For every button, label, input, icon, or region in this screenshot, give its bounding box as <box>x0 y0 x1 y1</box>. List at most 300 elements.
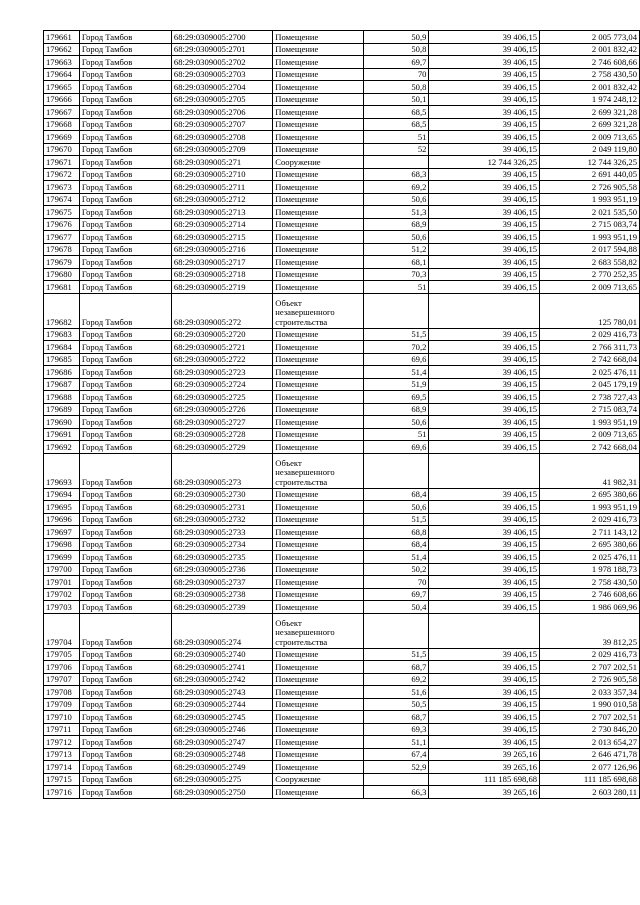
city-cell: Город Тамбов <box>79 428 171 441</box>
cadastral-number-cell: 68:29:0309005:2722 <box>171 353 272 366</box>
area-cell: 68,1 <box>363 256 429 269</box>
area-cell: 50,2 <box>363 563 429 576</box>
cadastral-number-cell: 68:29:0309005:2719 <box>171 281 272 294</box>
city-cell: Город Тамбов <box>79 366 171 379</box>
city-cell: Город Тамбов <box>79 328 171 341</box>
row-number-cell: 179707 <box>44 673 80 686</box>
object-type-cell: Помещение <box>273 378 363 391</box>
city-cell: Город Тамбов <box>79 453 171 488</box>
table-row <box>44 256 640 269</box>
row-number-cell: 179706 <box>44 661 80 674</box>
row-number-cell: 179716 <box>44 786 80 799</box>
cadastral-value-cell: 1 993 951,19 <box>540 193 640 206</box>
area-cell: 69,7 <box>363 56 429 69</box>
unit-value-cell: 39 406,15 <box>429 68 540 81</box>
unit-value-cell: 39 406,15 <box>429 488 540 501</box>
table-row <box>44 378 640 391</box>
cadastral-value-cell: 2 017 594,88 <box>540 243 640 256</box>
table-row <box>44 31 640 44</box>
city-cell: Город Тамбов <box>79 391 171 404</box>
city-cell: Город Тамбов <box>79 723 171 736</box>
table-row <box>44 206 640 219</box>
object-type-cell: Помещение <box>273 601 363 614</box>
row-number-cell: 179670 <box>44 143 80 156</box>
city-cell: Город Тамбов <box>79 538 171 551</box>
area-cell: 68,5 <box>363 106 429 119</box>
cadastral-number-cell: 68:29:0309005:273 <box>171 453 272 488</box>
row-number-cell: 179687 <box>44 378 80 391</box>
area-cell: 51,9 <box>363 378 429 391</box>
cadastral-number-cell: 68:29:0309005:2714 <box>171 218 272 231</box>
area-cell: 68,4 <box>363 488 429 501</box>
table-row <box>44 441 640 454</box>
city-cell: Город Тамбов <box>79 661 171 674</box>
cadastral-value-cell: 2 699 321,28 <box>540 106 640 119</box>
area-cell: 51,6 <box>363 686 429 699</box>
cadastral-number-cell: 68:29:0309005:2723 <box>171 366 272 379</box>
table-row <box>44 648 640 661</box>
city-cell: Город Тамбов <box>79 501 171 514</box>
object-type-cell: Помещение <box>273 256 363 269</box>
cadastral-value-cell: 2 742 668,04 <box>540 441 640 454</box>
area-cell: 50,8 <box>363 43 429 56</box>
cadastral-number-cell: 68:29:0309005:2747 <box>171 736 272 749</box>
area-cell: 69,6 <box>363 353 429 366</box>
area-cell: 68,3 <box>363 168 429 181</box>
unit-value-cell: 39 406,15 <box>429 106 540 119</box>
cadastral-number-cell: 68:29:0309005:2721 <box>171 341 272 354</box>
unit-value-cell <box>429 293 540 328</box>
row-number-cell: 179666 <box>44 93 80 106</box>
cadastral-value-cell: 2 001 832,42 <box>540 43 640 56</box>
object-type-cell: Помещение <box>273 698 363 711</box>
area-cell: 69,5 <box>363 391 429 404</box>
object-type-cell: Помещение <box>273 143 363 156</box>
city-cell: Город Тамбов <box>79 601 171 614</box>
unit-value-cell: 39 406,15 <box>429 416 540 429</box>
row-number-cell: 179678 <box>44 243 80 256</box>
unit-value-cell: 39 406,15 <box>429 206 540 219</box>
table-row <box>44 231 640 244</box>
area-cell: 69,7 <box>363 588 429 601</box>
object-type-cell: Помещение <box>273 218 363 231</box>
unit-value-cell: 39 406,15 <box>429 526 540 539</box>
cadastral-value-cell: 2 077 126,96 <box>540 761 640 774</box>
table-row <box>44 601 640 614</box>
cadastral-number-cell: 68:29:0309005:2741 <box>171 661 272 674</box>
object-type-cell: Помещение <box>273 131 363 144</box>
cadastral-value-cell: 2 005 773,04 <box>540 31 640 44</box>
table-row <box>44 391 640 404</box>
table-row <box>44 218 640 231</box>
table-row <box>44 761 640 774</box>
table-row <box>44 673 640 686</box>
unit-value-cell: 39 265,16 <box>429 761 540 774</box>
city-cell: Город Тамбов <box>79 81 171 94</box>
table-row <box>44 403 640 416</box>
area-cell: 68,4 <box>363 538 429 551</box>
table-row <box>44 56 640 69</box>
row-number-cell: 179684 <box>44 341 80 354</box>
cadastral-value-cell: 2 045 179,19 <box>540 378 640 391</box>
city-cell: Город Тамбов <box>79 353 171 366</box>
cadastral-value-cell: 2 029 416,73 <box>540 328 640 341</box>
cadastral-number-cell: 68:29:0309005:2701 <box>171 43 272 56</box>
cadastral-number-cell: 68:29:0309005:274 <box>171 613 272 648</box>
area-cell: 51,2 <box>363 243 429 256</box>
cadastral-number-cell: 68:29:0309005:2750 <box>171 786 272 799</box>
unit-value-cell: 39 406,15 <box>429 588 540 601</box>
unit-value-cell: 39 406,15 <box>429 601 540 614</box>
unit-value-cell: 39 406,15 <box>429 391 540 404</box>
city-cell: Город Тамбов <box>79 281 171 294</box>
cadastral-number-cell: 68:29:0309005:2726 <box>171 403 272 416</box>
row-number-cell: 179668 <box>44 118 80 131</box>
row-number-cell: 179676 <box>44 218 80 231</box>
unit-value-cell: 39 406,15 <box>429 576 540 589</box>
area-cell: 50,4 <box>363 601 429 614</box>
cadastral-number-cell: 68:29:0309005:2732 <box>171 513 272 526</box>
cadastral-value-cell: 2 049 119,80 <box>540 143 640 156</box>
cadastral-number-cell: 68:29:0309005:2729 <box>171 441 272 454</box>
object-type-cell: Помещение <box>273 93 363 106</box>
unit-value-cell: 39 406,15 <box>429 281 540 294</box>
cadastral-number-cell: 68:29:0309005:2712 <box>171 193 272 206</box>
city-cell: Город Тамбов <box>79 256 171 269</box>
table-row <box>44 526 640 539</box>
object-type-cell: Помещение <box>273 441 363 454</box>
city-cell: Город Тамбов <box>79 206 171 219</box>
cadastral-number-cell: 68:29:0309005:2702 <box>171 56 272 69</box>
row-number-cell: 179690 <box>44 416 80 429</box>
object-type-cell: Помещение <box>273 328 363 341</box>
unit-value-cell: 39 406,15 <box>429 563 540 576</box>
row-number-cell: 179703 <box>44 601 80 614</box>
city-cell: Город Тамбов <box>79 56 171 69</box>
row-number-cell: 179715 <box>44 773 80 786</box>
area-cell: 69,2 <box>363 181 429 194</box>
area-cell: 68,7 <box>363 661 429 674</box>
table-row <box>44 328 640 341</box>
table-row <box>44 181 640 194</box>
area-cell: 51,5 <box>363 328 429 341</box>
row-number-cell: 179667 <box>44 106 80 119</box>
cadastral-number-cell: 68:29:0309005:2742 <box>171 673 272 686</box>
cadastral-number-cell: 68:29:0309005:2738 <box>171 588 272 601</box>
row-number-cell: 179693 <box>44 453 80 488</box>
unit-value-cell: 39 406,15 <box>429 81 540 94</box>
cadastral-number-cell: 68:29:0309005:2709 <box>171 143 272 156</box>
object-type-cell: Помещение <box>273 538 363 551</box>
city-cell: Город Тамбов <box>79 686 171 699</box>
object-type-cell: Сооружение <box>273 773 363 786</box>
row-number-cell: 179665 <box>44 81 80 94</box>
unit-value-cell: 39 406,15 <box>429 218 540 231</box>
city-cell: Город Тамбов <box>79 168 171 181</box>
cadastral-value-cell: 2 013 654,27 <box>540 736 640 749</box>
object-type-cell: Помещение <box>273 748 363 761</box>
cadastral-number-cell: 68:29:0309005:2706 <box>171 106 272 119</box>
object-type-cell: Помещение <box>273 786 363 799</box>
area-cell: 51,4 <box>363 366 429 379</box>
table-row <box>44 93 640 106</box>
object-type-cell: Помещение <box>273 526 363 539</box>
area-cell: 50,9 <box>363 31 429 44</box>
area-cell <box>363 453 429 488</box>
city-cell: Город Тамбов <box>79 231 171 244</box>
object-type-cell: Помещение <box>273 56 363 69</box>
cadastral-number-cell: 68:29:0309005:2749 <box>171 761 272 774</box>
object-type-cell: Помещение <box>273 43 363 56</box>
row-number-cell: 179673 <box>44 181 80 194</box>
object-type-cell: Помещение <box>273 723 363 736</box>
area-cell: 51,1 <box>363 736 429 749</box>
cadastral-value-cell: 2 021 535,50 <box>540 206 640 219</box>
object-type-cell: Помещение <box>273 428 363 441</box>
area-cell: 68,7 <box>363 711 429 724</box>
city-cell: Город Тамбов <box>79 576 171 589</box>
area-cell: 69,3 <box>363 723 429 736</box>
area-cell: 68,5 <box>363 118 429 131</box>
object-type-cell: Помещение <box>273 488 363 501</box>
cadastral-value-cell: 2 009 713,65 <box>540 281 640 294</box>
cadastral-number-cell: 68:29:0309005:2740 <box>171 648 272 661</box>
cadastral-number-cell: 68:29:0309005:2736 <box>171 563 272 576</box>
table-row <box>44 513 640 526</box>
object-type-cell: Объект незавершенного строительства <box>273 453 363 488</box>
object-type-cell: Помещение <box>273 181 363 194</box>
city-cell: Город Тамбов <box>79 488 171 501</box>
object-type-cell: Помещение <box>273 686 363 699</box>
unit-value-cell: 39 406,15 <box>429 43 540 56</box>
object-type-cell: Помещение <box>273 673 363 686</box>
area-cell: 52 <box>363 143 429 156</box>
object-type-cell: Помещение <box>273 403 363 416</box>
row-number-cell: 179671 <box>44 156 80 169</box>
cadastral-value-cell: 1 990 010,58 <box>540 698 640 711</box>
unit-value-cell: 39 406,15 <box>429 513 540 526</box>
row-number-cell: 179708 <box>44 686 80 699</box>
unit-value-cell: 39 406,15 <box>429 341 540 354</box>
object-type-cell: Помещение <box>273 761 363 774</box>
object-type-cell: Помещение <box>273 563 363 576</box>
cadastral-number-cell: 68:29:0309005:2743 <box>171 686 272 699</box>
cadastral-value-cell: 111 185 698,68 <box>540 773 640 786</box>
table-row <box>44 156 640 169</box>
city-cell: Город Тамбов <box>79 698 171 711</box>
cadastral-number-cell: 68:29:0309005:2735 <box>171 551 272 564</box>
table-row <box>44 118 640 131</box>
table-row <box>44 106 640 119</box>
unit-value-cell: 39 406,15 <box>429 168 540 181</box>
unit-value-cell: 39 406,15 <box>429 193 540 206</box>
row-number-cell: 179692 <box>44 441 80 454</box>
unit-value-cell: 39 406,15 <box>429 698 540 711</box>
object-type-cell: Помещение <box>273 366 363 379</box>
row-number-cell: 179696 <box>44 513 80 526</box>
cadastral-value-cell: 2 766 311,73 <box>540 341 640 354</box>
table-row <box>44 588 640 601</box>
cadastral-value-cell: 2 001 832,42 <box>540 81 640 94</box>
area-cell: 51,5 <box>363 513 429 526</box>
table-row <box>44 268 640 281</box>
city-cell: Город Тамбов <box>79 588 171 601</box>
cadastral-number-cell: 68:29:0309005:2734 <box>171 538 272 551</box>
city-cell: Город Тамбов <box>79 441 171 454</box>
cadastral-value-cell: 1 978 188,73 <box>540 563 640 576</box>
table-row <box>44 193 640 206</box>
city-cell: Город Тамбов <box>79 648 171 661</box>
unit-value-cell: 39 406,15 <box>429 268 540 281</box>
table-row <box>44 773 640 786</box>
cadastral-value-cell: 125 780,01 <box>540 293 640 328</box>
unit-value-cell: 39 406,15 <box>429 551 540 564</box>
cadastral-number-cell: 68:29:0309005:275 <box>171 773 272 786</box>
cadastral-value-cell: 2 730 846,20 <box>540 723 640 736</box>
row-number-cell: 179699 <box>44 551 80 564</box>
row-number-cell: 179686 <box>44 366 80 379</box>
cadastral-value-cell: 2 711 143,12 <box>540 526 640 539</box>
table-row <box>44 68 640 81</box>
area-cell: 50,6 <box>363 193 429 206</box>
object-type-cell: Помещение <box>273 501 363 514</box>
city-cell: Город Тамбов <box>79 786 171 799</box>
area-cell: 70 <box>363 576 429 589</box>
city-cell: Город Тамбов <box>79 268 171 281</box>
area-cell: 51,4 <box>363 551 429 564</box>
city-cell: Город Тамбов <box>79 118 171 131</box>
table-row <box>44 711 640 724</box>
row-number-cell: 179701 <box>44 576 80 589</box>
city-cell: Город Тамбов <box>79 526 171 539</box>
row-number-cell: 179704 <box>44 613 80 648</box>
table-row <box>44 131 640 144</box>
city-cell: Город Тамбов <box>79 218 171 231</box>
object-type-cell: Помещение <box>273 736 363 749</box>
object-type-cell: Помещение <box>273 576 363 589</box>
area-cell: 51,3 <box>363 206 429 219</box>
city-cell: Город Тамбов <box>79 416 171 429</box>
cadastral-value-cell: 2 715 083,74 <box>540 403 640 416</box>
object-type-cell: Помещение <box>273 711 363 724</box>
row-number-cell: 179714 <box>44 761 80 774</box>
city-cell: Город Тамбов <box>79 193 171 206</box>
row-number-cell: 179691 <box>44 428 80 441</box>
unit-value-cell: 39 406,15 <box>429 441 540 454</box>
cadastral-value-cell: 39 812,25 <box>540 613 640 648</box>
object-type-cell: Помещение <box>273 513 363 526</box>
city-cell: Город Тамбов <box>79 403 171 416</box>
unit-value-cell: 39 265,16 <box>429 786 540 799</box>
area-cell: 51 <box>363 281 429 294</box>
object-type-cell: Помещение <box>273 81 363 94</box>
object-type-cell: Помещение <box>273 68 363 81</box>
unit-value-cell: 39 406,15 <box>429 378 540 391</box>
cadastral-value-cell: 2 726 905,58 <box>540 181 640 194</box>
unit-value-cell: 39 406,15 <box>429 538 540 551</box>
table-row <box>44 43 640 56</box>
city-cell: Город Тамбов <box>79 613 171 648</box>
row-number-cell: 179713 <box>44 748 80 761</box>
area-cell <box>363 293 429 328</box>
unit-value-cell: 39 406,15 <box>429 673 540 686</box>
cadastral-value-cell: 1 993 951,19 <box>540 231 640 244</box>
cadastral-value-cell: 2 758 430,50 <box>540 68 640 81</box>
cadastral-value-cell: 2 009 713,65 <box>540 428 640 441</box>
unit-value-cell: 39 406,15 <box>429 366 540 379</box>
cadastral-value-cell: 2 695 380,66 <box>540 488 640 501</box>
area-cell: 51 <box>363 131 429 144</box>
table-row <box>44 293 640 328</box>
table-row <box>44 353 640 366</box>
object-type-cell: Помещение <box>273 268 363 281</box>
cadastral-number-cell: 68:29:0309005:271 <box>171 156 272 169</box>
table-row <box>44 661 640 674</box>
row-number-cell: 179698 <box>44 538 80 551</box>
city-cell: Город Тамбов <box>79 243 171 256</box>
row-number-cell: 179700 <box>44 563 80 576</box>
city-cell: Город Тамбов <box>79 513 171 526</box>
cadastral-number-cell: 68:29:0309005:2731 <box>171 501 272 514</box>
cadastral-number-cell: 68:29:0309005:2720 <box>171 328 272 341</box>
object-type-cell: Помещение <box>273 648 363 661</box>
area-cell: 68,9 <box>363 218 429 231</box>
object-type-cell: Помещение <box>273 281 363 294</box>
table-row <box>44 453 640 488</box>
cadastral-value-cell: 2 738 727,43 <box>540 391 640 404</box>
object-type-cell: Помещение <box>273 353 363 366</box>
unit-value-cell: 39 406,15 <box>429 93 540 106</box>
cadastral-number-cell: 68:29:0309005:2724 <box>171 378 272 391</box>
table-row <box>44 551 640 564</box>
row-number-cell: 179705 <box>44 648 80 661</box>
row-number-cell: 179702 <box>44 588 80 601</box>
unit-value-cell: 39 406,15 <box>429 353 540 366</box>
table-row <box>44 501 640 514</box>
city-cell: Город Тамбов <box>79 736 171 749</box>
cadastral-value-cell: 2 683 558,82 <box>540 256 640 269</box>
cadastral-value-cell: 2 758 430,50 <box>540 576 640 589</box>
cadastral-value-cell: 2 025 476,11 <box>540 366 640 379</box>
city-cell: Город Тамбов <box>79 748 171 761</box>
object-type-cell: Помещение <box>273 416 363 429</box>
object-type-cell: Помещение <box>273 661 363 674</box>
table-row <box>44 416 640 429</box>
area-cell <box>363 613 429 648</box>
object-type-cell: Помещение <box>273 391 363 404</box>
area-cell: 67,4 <box>363 748 429 761</box>
city-cell: Город Тамбов <box>79 106 171 119</box>
area-cell: 50,6 <box>363 231 429 244</box>
unit-value-cell: 39 406,15 <box>429 648 540 661</box>
table-row <box>44 576 640 589</box>
area-cell: 68,9 <box>363 403 429 416</box>
unit-value-cell <box>429 453 540 488</box>
cadastral-value-table <box>43 30 640 799</box>
area-cell: 69,2 <box>363 673 429 686</box>
unit-value-cell: 39 406,15 <box>429 243 540 256</box>
city-cell: Город Тамбов <box>79 563 171 576</box>
table-body <box>44 31 640 799</box>
row-number-cell: 179679 <box>44 256 80 269</box>
row-number-cell: 179683 <box>44 328 80 341</box>
cadastral-value-cell: 2 009 713,65 <box>540 131 640 144</box>
object-type-cell: Помещение <box>273 118 363 131</box>
object-type-cell: Помещение <box>273 231 363 244</box>
cadastral-value-cell: 2 033 357,34 <box>540 686 640 699</box>
table-row <box>44 281 640 294</box>
cadastral-value-cell: 2 770 252,35 <box>540 268 640 281</box>
